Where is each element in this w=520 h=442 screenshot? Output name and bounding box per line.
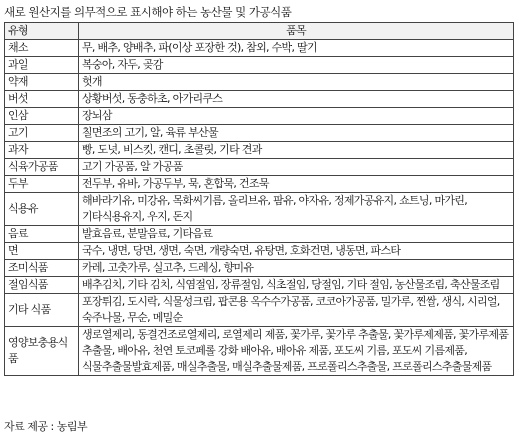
category-cell: 버섯 xyxy=(5,91,79,108)
table-row xyxy=(5,91,514,108)
items-cell: 전두부, 유바, 가공두부, 묵, 혼합묵, 건조묵 xyxy=(79,176,514,193)
items-cell: 고기 가공품, 알 가공품 xyxy=(79,159,514,176)
category-cell: 과자 xyxy=(5,142,79,159)
items-cell: 칠면조의 고기, 알, 육류 부산물 xyxy=(79,125,514,142)
table-row xyxy=(5,260,514,277)
category-cell: 식육가공품 xyxy=(5,159,79,176)
category-cell: 두부 xyxy=(5,176,79,193)
table-row xyxy=(5,40,514,57)
table-row xyxy=(5,193,514,226)
table-row xyxy=(5,327,514,376)
category-cell: 과일 xyxy=(5,57,79,74)
category-cell: 절임식품 xyxy=(5,277,79,294)
items-cell: 발효음료, 분말음료, 기타음료 xyxy=(79,226,514,243)
items-cell: 카레, 고춧가루, 실고추, 드레싱, 향미유 xyxy=(79,260,514,277)
items-cell: 무, 배추, 양배추, 파(이상 포장한 것), 참외, 수박, 딸기 xyxy=(79,40,514,57)
category-cell: 기타 식품 xyxy=(5,294,79,327)
table-row xyxy=(5,159,514,176)
column-header-type: 유형 xyxy=(5,23,79,40)
table-row xyxy=(5,226,514,243)
table-row xyxy=(5,176,514,193)
source-note: 자료 제공 : 농림부 xyxy=(4,420,88,433)
product-table xyxy=(4,22,514,376)
page-title: 새로 원산지를 의무적으로 표시해야 하는 농산물 및 가공식품 xyxy=(4,5,292,19)
category-cell: 영양보충용식품 xyxy=(5,327,79,376)
category-cell: 식용유 xyxy=(5,193,79,226)
items-cell: 상황버섯, 동충하초, 아가리쿠스 xyxy=(79,91,514,108)
table-row xyxy=(5,74,514,91)
category-cell: 인삼 xyxy=(5,108,79,125)
table-row xyxy=(5,243,514,260)
category-cell: 조미식품 xyxy=(5,260,79,277)
table-row xyxy=(5,57,514,74)
category-cell: 면 xyxy=(5,243,79,260)
items-cell: 포장튀김, 도시락, 식물성크림, 팝콘용 옥수수가공품, 코코아가공품, 밀가루, 찐쌀, 생식, 시리얼, 숙주나물, 무순, 메밀순 xyxy=(79,294,514,327)
table-row xyxy=(5,125,514,142)
column-header-items: 품목 xyxy=(79,23,514,40)
table-row xyxy=(5,277,514,294)
items-cell: 헛개 xyxy=(79,74,514,91)
items-cell: 복숭아, 자두, 곶감 xyxy=(79,57,514,74)
category-cell: 음료 xyxy=(5,226,79,243)
table-header-row xyxy=(5,23,514,40)
items-cell: 빵, 도넛, 비스킷, 캔디, 초콜릿, 기타 견과 xyxy=(79,142,514,159)
category-cell: 채소 xyxy=(5,40,79,57)
items-cell: 국수, 냉면, 당면, 생면, 숙면, 개량숙면, 유탕면, 호화건면, 냉동면, 파스타 xyxy=(79,243,514,260)
table-row xyxy=(5,142,514,159)
category-cell: 약재 xyxy=(5,74,79,91)
items-cell: 해바라기유, 미강유, 목화씨기름, 올리브유, 팜유, 야자유, 정제가공유지, 쇼트닝, 마가린, 기타식용유지, 우지, 돈지 xyxy=(79,193,514,226)
items-cell: 장뇌삼 xyxy=(79,108,514,125)
items-cell: 배추김치, 기타 김치, 식염절임, 장류절임, 식초절임, 당절임, 기타 절임, 농산물조림, 축산물조림 xyxy=(79,277,514,294)
table-row xyxy=(5,108,514,125)
table-container xyxy=(4,22,514,376)
category-cell: 고기 xyxy=(5,125,79,142)
table-row xyxy=(5,294,514,327)
items-cell: 생로열제리, 동결건조로열제리, 로열제리 제품, 꽃가루, 꽃가루 추출물, 꽃가루제제품, 꽃가루제품 추출물, 배아유, 천연 토코페롤 강화 배아유, 배아유 제품, 포도씨 기름, 포도씨 기름제품, 식물추출물발효제품, 매실추출물, 매실추출물제품, 프로폴리스추출물, 프로폴리스추출물제품 xyxy=(79,327,514,376)
